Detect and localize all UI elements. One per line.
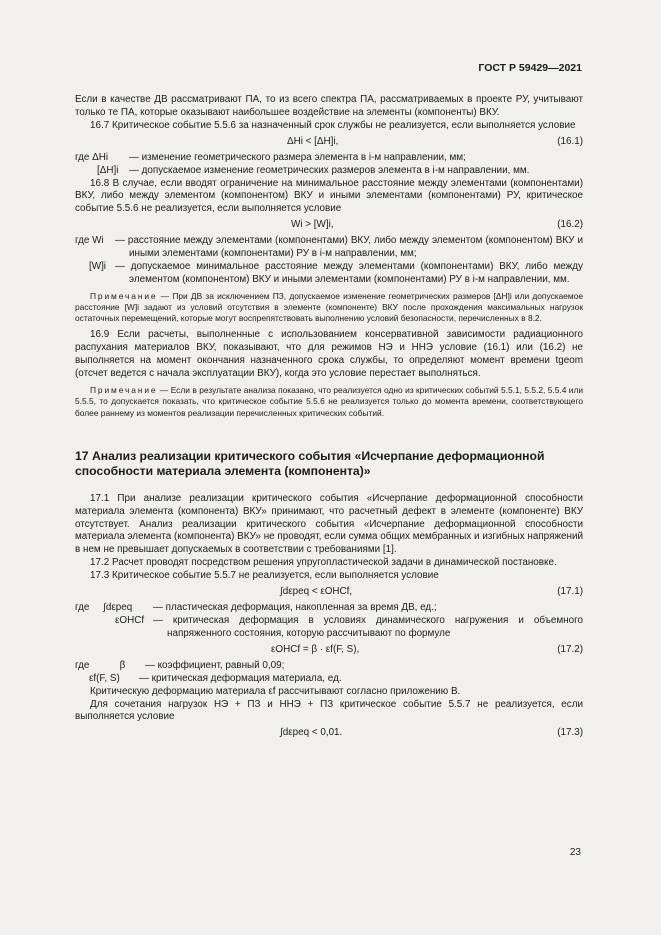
note-text: — Если в результате анализа показано, что реализуется одно из критических событий 5.5.1, 5.5.2, 5.5.4 или 5.5.5, то допускается показать, что критическое событие 5.5.6 не реализуется только до момента времени, соответствующего более раннему из моментов реализации перечисленных критических событий. [75, 385, 584, 418]
symbol-plastic-strain: ∫dεpeq [103, 602, 133, 614]
section-heading-17: 17 Анализ реализации критического события «Исчерпание деформационной способности материала элемента (компонента)» [75, 448, 545, 479]
formula-expression: ∫dεpeq < 0,01. [280, 727, 343, 739]
where-word: где [75, 659, 90, 671]
definition-text: — изменение геометрического размера элемента в i-м направлении, мм; [129, 151, 466, 163]
where-word: где [75, 151, 90, 163]
page-number: 23 [569, 847, 581, 858]
paragraph-17-2: 17.2 Расчет проводят посредством решения упругопластической задачи в динамической постановке. [90, 557, 557, 569]
formula-expression: ∫dεpeq < εОНСf, [280, 586, 353, 598]
definition-text: — расстояние между элементами (компонентами) ВКУ, либо между элементом (компонентом) ВКУ и иными элементами (компонентами) РУ в i-м направлении, мм; [115, 235, 583, 260]
formula-17-3 [75, 724, 583, 743]
standard-designation: ГОСТ Р 59429—2021 [478, 62, 582, 74]
symbol-beta: β [119, 659, 126, 671]
definition-w-allowed [75, 261, 583, 287]
paragraph-16-9: 16.9 Если расчеты, выполненные с использованием консервативной зависимости радиационного распухания материалов ВКУ, показывают, что для режимов НЭ и ННЭ условие (16.1) или (16.2) не выполняется на момент окончания назначенного срока службы, то определяют момент времени tgeom (отсчет ведется с начала эксплуатации ВКУ), когда это условие перестает выполняться. [75, 329, 583, 380]
symbol-w-allowed: [W]i [89, 261, 107, 273]
definition-text: — критическая деформация в условиях динамического нагружения и объемного напряженного состояния, которую рассчитывают по формуле [153, 614, 583, 639]
paragraph-load-combination: Для сочетания нагрузок НЭ + ПЗ и ННЭ + ПЗ критическое событие 5.5.7 не реализуется, если выполняется условие [75, 698, 583, 723]
formula-16-2 [75, 216, 583, 235]
symbol-critical-strain: εОНСf [115, 614, 145, 626]
formula-expression: ΔHi < [ΔH]i, [287, 135, 339, 147]
paragraph-critical-strain: Критическую деформацию материала εf рассчитывают согласно приложению В. [90, 685, 461, 697]
formula-number: (16.1) [557, 135, 583, 147]
formula-16-1 [75, 133, 583, 152]
note-text: — При ДВ за исключением ПЗ, допускаемое изменение геометрических размеров [ΔH]i или допускаемое расстояние [W]i задают из условий отсутствия в элементе (компоненте) ВКУ после прохождения максимальных нагрузок остаточных перемещений, которые могут воспрепятствовать выполнению условий безопасности, перечисленных в 8.2. [75, 290, 583, 324]
paragraph-17-1: 17.1 При анализе реализации критического события «Исчерпание деформационной способности материала элемента (компонента) ВКУ» принимают, что расчетный дефект в элементе (компоненте) ВКУ отсутствует. Анализ реализации критического события «Исчерпание деформационной способности материала элемента (компонента) ВКУ» не проводят, если сумма общих мембранных и изгибных напряжений в нем не превышает допускаемых в соответствии с требованиями [1]. [75, 492, 583, 556]
definition-delta-h-allowed [75, 165, 583, 178]
paragraph-16-8: 16.8 В случае, если вводят ограничение на минимальное расстояние между элементами (компонентами) ВКУ, либо между элементом (компонентом) ВКУ и иными элементами (компонентами) РУ, критическое событие 5.5.6 не реализуется, если выполняется условие [75, 177, 583, 215]
definition-w [75, 235, 583, 261]
formula-number: (16.2) [557, 219, 583, 231]
definition-critical-strain [75, 615, 583, 641]
formula-number: (17.1) [557, 586, 583, 598]
document-body [75, 94, 583, 743]
paragraph-17-3: 17.3 Критическое событие 5.5.7 не реализуется, если выполняется условие [90, 570, 439, 582]
symbol-delta-h: ΔHi [92, 151, 109, 163]
formula-number: (17.2) [557, 643, 583, 655]
paragraph-16-7: 16.7 Критическое событие 5.5.6 за назначенный срок службы не реализуется, если выполняется условие [90, 119, 576, 131]
symbol-material-critical-strain: εf(F, S) [89, 672, 120, 684]
formula-expression: Wi > [W]i, [291, 219, 334, 231]
definition-text: — пластическая деформация, накопленная за время ДВ, ед.; [153, 602, 437, 614]
note-label: Примечание [90, 290, 158, 301]
definition-beta [75, 660, 583, 673]
note-1 [75, 291, 583, 325]
where-word: где [75, 602, 90, 614]
paragraph-pa: Если в качестве ДВ рассматривают ПА, то из всего спектра ПА, рассматриваемых в проекте РУ, учитывают только те ПА, которые оказывают наибольшее воздействие на элементы (компоненты) ВКУ. [75, 94, 583, 118]
formula-17-1 [75, 583, 583, 602]
formula-expression: εОНСf = β · εf(F, S), [271, 643, 360, 655]
definition-material-critical-strain [75, 673, 583, 686]
note-2 [75, 385, 583, 419]
definition-text: — допускаемое минимальное расстояние между элементами (компонентами) ВКУ, либо между элементом (компонентом) ВКУ и иными элементами (компонентами) РУ в i-м направлении, мм. [115, 261, 583, 285]
formula-number: (17.3) [557, 727, 583, 739]
note-label: Примечание [90, 385, 158, 396]
definition-plastic-strain [75, 602, 583, 615]
definition-text: — допускаемое изменение геометрических размеров элемента в i-м направлении, мм. [129, 164, 530, 176]
definition-text: — коэффициент, равный 0,09; [145, 659, 285, 671]
symbol-w: Wi [92, 235, 104, 247]
where-word: где [75, 235, 90, 247]
definition-delta-h [75, 152, 583, 165]
formula-17-2 [75, 641, 583, 660]
symbol-delta-h-allowed: [ΔH]i [97, 164, 119, 176]
definition-text: — критическая деформация материала, ед. [139, 672, 342, 684]
